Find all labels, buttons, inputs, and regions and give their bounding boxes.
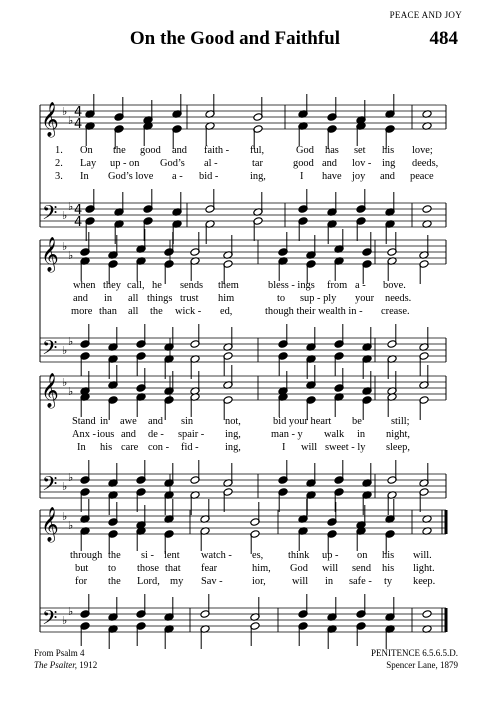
lyric-syllable: 1. xyxy=(55,145,63,156)
lyric-syllable: still; xyxy=(391,416,410,427)
lyric-syllable: and xyxy=(380,171,396,182)
lyric-syllable: ious xyxy=(97,429,115,440)
lyric-syllable: ing, xyxy=(250,171,266,182)
lyric-syllable: si - xyxy=(141,550,154,561)
flat-icon: ♭ xyxy=(68,605,74,618)
lyric-syllable: that xyxy=(165,563,181,574)
lyric-syllable: joy xyxy=(352,171,366,182)
time-signature: 4 xyxy=(74,105,83,120)
lyric-syllable: awe xyxy=(120,416,137,427)
lyric-syllable: good xyxy=(140,145,161,156)
flat-icon: ♭ xyxy=(68,471,74,484)
lyric-syllable: will xyxy=(301,442,318,453)
lyric-syllable: to xyxy=(108,563,117,574)
treble-clef-icon: 𝄞 xyxy=(41,102,59,137)
lyric-syllable: his xyxy=(382,145,395,156)
lyric-syllable: keep. xyxy=(413,576,436,587)
lyric-syllable: the xyxy=(108,550,121,561)
lyric-syllable: light. xyxy=(413,563,435,574)
lyric-syllable: 2. xyxy=(55,158,63,169)
lyric-syllable: faith - xyxy=(204,145,230,156)
lyric-syllable: sleep, xyxy=(386,442,410,453)
flat-icon: ♭ xyxy=(68,114,74,127)
lyric-syllable: night, xyxy=(386,429,410,440)
lyric-syllable: have xyxy=(322,171,342,182)
lyric-syllable: 3. xyxy=(55,171,63,182)
lyric-syllable: Sav - xyxy=(201,576,223,587)
lyric-syllable: needs. xyxy=(385,293,412,304)
flat-icon: ♭ xyxy=(68,249,74,262)
lyric-syllable: a - xyxy=(355,280,366,291)
lyric-syllable: Lord, xyxy=(137,576,160,587)
lyric-syllable: they xyxy=(103,280,121,291)
lyric-syllable: ior, xyxy=(252,576,266,587)
lyric-syllable: sup - ply xyxy=(300,293,337,304)
flat-icon: ♭ xyxy=(62,510,68,523)
lyric-syllable: him xyxy=(218,293,235,304)
lyric-syllable: all xyxy=(128,306,139,317)
lyric-syllable: though their wealth in - xyxy=(265,306,363,317)
flat-icon: ♭ xyxy=(62,105,68,118)
lyric-syllable: will xyxy=(292,576,309,587)
lyric-syllable: more xyxy=(71,306,93,317)
text-source-line: From Psalm 4 xyxy=(34,648,85,658)
flat-icon: ♭ xyxy=(62,240,68,253)
notehead xyxy=(422,610,432,619)
flat-icon: ♭ xyxy=(68,519,74,532)
text-source-book-line xyxy=(34,659,97,671)
lyric-syllable: but xyxy=(75,563,89,574)
treble-clef-icon: 𝄞 xyxy=(41,507,59,542)
lyric-syllable: tar xyxy=(252,158,263,169)
lyric-syllable: be xyxy=(352,416,362,427)
lyric-syllable: safe - xyxy=(349,576,372,587)
time-signature: 4 xyxy=(74,215,83,230)
lyric-syllable: trust xyxy=(180,293,199,304)
lyric-syllable: all xyxy=(128,293,139,304)
lyric-syllable: them xyxy=(218,280,239,291)
lyric-syllable: On xyxy=(80,145,93,156)
lyric-syllable: sends xyxy=(180,280,204,291)
lyric-syllable: set xyxy=(354,145,366,156)
lyric-syllable: your xyxy=(355,293,375,304)
lyric-syllable: I xyxy=(282,442,286,453)
flat-icon: ♭ xyxy=(62,376,68,389)
lyric-syllable: Lay xyxy=(80,158,97,169)
lyric-syllable: God’s xyxy=(160,158,185,169)
lyric-syllable: care xyxy=(121,442,139,453)
lyric-syllable: and xyxy=(73,293,89,304)
lyric-syllable: walk xyxy=(324,429,345,440)
lyric-syllable: and xyxy=(322,158,338,169)
flat-icon: ♭ xyxy=(68,200,74,213)
lyric-syllable: his xyxy=(382,563,395,574)
lyric-syllable: to xyxy=(277,293,286,304)
lyric-syllable: God’s love xyxy=(108,171,154,182)
lyric-syllable: his xyxy=(100,442,113,453)
lyric-syllable: lent xyxy=(164,550,180,561)
source-book: The Psalter, xyxy=(34,660,78,670)
lyric-syllable: I xyxy=(300,171,304,182)
lyric-syllable: for xyxy=(75,576,88,587)
lyric-syllable: ful, xyxy=(250,145,265,156)
bass-clef-icon: 𝄢 xyxy=(42,606,58,634)
bass-clef-icon: 𝄢 xyxy=(42,336,58,364)
flat-icon: ♭ xyxy=(62,344,68,357)
lyric-syllable: sweet - ly xyxy=(325,442,366,453)
hymn-title: On the Good and Faithful xyxy=(129,28,340,49)
lyric-syllable: the xyxy=(113,145,126,156)
flat-icon: ♭ xyxy=(62,614,68,627)
lyric-syllable: those xyxy=(137,563,159,574)
flat-icon: ♭ xyxy=(62,480,68,493)
source-year: 1912 xyxy=(77,660,98,670)
lyric-syllable: ing, xyxy=(225,429,241,440)
notehead xyxy=(422,205,432,214)
lyric-syllable: es, xyxy=(252,550,264,561)
lyric-syllable: sin xyxy=(181,416,194,427)
text-source xyxy=(34,647,97,671)
lyric-syllable: when xyxy=(73,280,96,291)
lyric-syllable: and xyxy=(148,416,164,427)
lyric-syllable: Stand xyxy=(72,416,96,427)
bass-clef-icon: 𝄢 xyxy=(42,201,58,229)
lyric-syllable: through xyxy=(70,550,103,561)
flat-icon: ♭ xyxy=(62,209,68,222)
lyric-syllable: on xyxy=(357,550,368,561)
lyric-syllable: love; xyxy=(412,145,433,156)
lyric-syllable: in xyxy=(100,416,109,427)
lyric-syllable: In xyxy=(77,442,86,453)
lyric-syllable: things xyxy=(147,293,173,304)
lyric-syllable: good xyxy=(293,158,314,169)
lyric-syllable: him, xyxy=(252,563,271,574)
lyric-syllable: con - xyxy=(148,442,170,453)
lyric-syllable: bid your heart xyxy=(273,416,332,427)
lyric-syllable: ed, xyxy=(220,306,233,317)
lyric-syllable: de - xyxy=(148,429,164,440)
lyric-syllable: from xyxy=(327,280,348,291)
lyric-syllable: will. xyxy=(413,550,432,561)
category-label: PEACE AND JOY xyxy=(389,10,462,20)
lyric-syllable: fid - xyxy=(181,442,199,453)
lyric-syllable: in xyxy=(357,429,366,440)
lyric-syllable: In xyxy=(80,171,89,182)
lyric-syllable: man - y xyxy=(271,429,303,440)
lyric-syllable: fear xyxy=(201,563,218,574)
lyric-syllable: and xyxy=(172,145,188,156)
lyric-syllable: think xyxy=(288,550,310,561)
tune-name: PENITENCE 6.5.6.5.D. xyxy=(371,648,458,658)
lyric-syllable: God xyxy=(296,145,314,156)
lyric-syllable: al - xyxy=(204,158,218,169)
lyric-syllable: has xyxy=(325,145,339,156)
lyric-syllable: my xyxy=(170,576,184,587)
lyric-syllable: watch - xyxy=(201,550,232,561)
lyric-syllable: a - xyxy=(172,171,183,182)
treble-clef-icon: 𝄞 xyxy=(41,237,59,272)
lyric-syllable: ty xyxy=(384,576,393,587)
lyric-syllable: call, xyxy=(127,280,145,291)
lyric-syllable: crease. xyxy=(381,306,410,317)
lyric-syllable: his xyxy=(382,550,395,561)
lyric-syllable: and xyxy=(121,429,137,440)
lyric-syllable: than xyxy=(99,306,117,317)
flat-icon: ♭ xyxy=(68,335,74,348)
lyric-syllable: will xyxy=(322,563,339,574)
lyric-syllable: lov - xyxy=(352,158,372,169)
lyric-syllable: send xyxy=(352,563,372,574)
lyric-syllable: peace xyxy=(410,171,434,182)
lyric-syllable: wick - xyxy=(175,306,202,317)
lyric-syllable: bless - ings xyxy=(268,280,315,291)
lyric-syllable: bid - xyxy=(199,171,219,182)
lyric-syllable: up - on xyxy=(110,158,140,169)
time-signature: 4 xyxy=(74,203,83,218)
lyric-syllable: in xyxy=(325,576,334,587)
lyric-syllable: he xyxy=(152,280,162,291)
lyric-syllable: the xyxy=(108,576,121,587)
time-signature: 4 xyxy=(74,117,83,132)
lyric-syllable: ing, xyxy=(225,442,241,453)
hymn-number: 484 xyxy=(429,28,458,49)
lyric-syllable: not, xyxy=(225,416,241,427)
flat-icon: ♭ xyxy=(68,385,74,398)
lyric-syllable: the xyxy=(150,306,163,317)
lyric-syllable: in xyxy=(104,293,113,304)
treble-clef-icon: 𝄞 xyxy=(41,373,59,408)
composer: Spencer Lane, 1879 xyxy=(386,660,458,670)
tune-source xyxy=(371,647,458,671)
lyric-syllable: God xyxy=(290,563,308,574)
lyric-syllable: bove. xyxy=(383,280,406,291)
lyric-syllable: spair - xyxy=(178,429,205,440)
lyric-syllable: deeds, xyxy=(412,158,439,169)
lyric-syllable: Anx - xyxy=(72,429,96,440)
lyric-syllable: up - xyxy=(322,550,339,561)
bass-clef-icon: 𝄢 xyxy=(42,472,58,500)
lyric-syllable: ing xyxy=(382,158,396,169)
